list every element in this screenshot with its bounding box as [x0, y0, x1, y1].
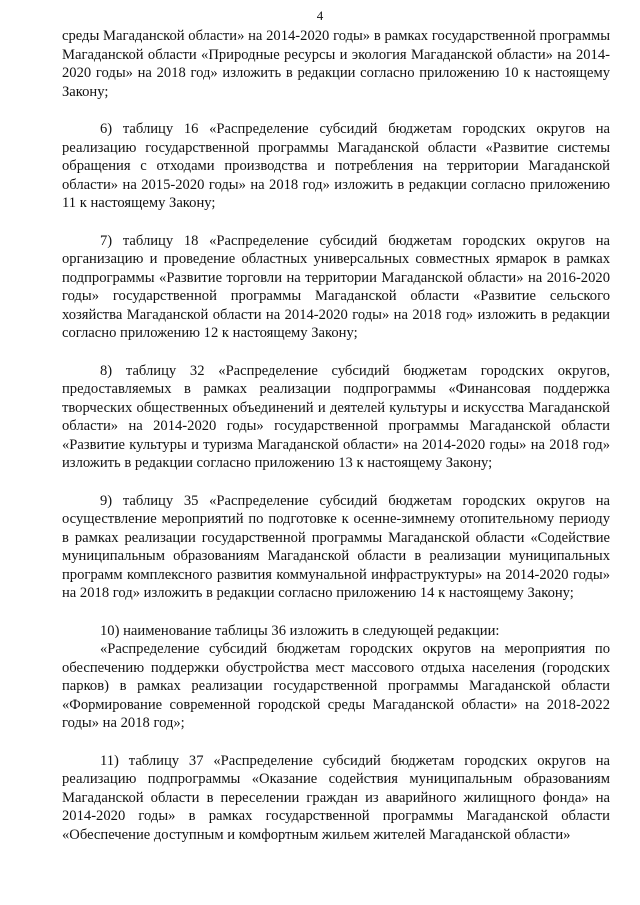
paragraph-item-7: 7) таблицу 18 «Распределение субсидий бюджетам городских округов на организацию и проведение областных универсальных совместных ярмарок в рамках подпрограммы «Развитие торговли на территории Магаданской области» на 2016-2020 годы» государственной программы Магаданской области «Развитие сельского хозяйства Магаданской области на 2014-2020 годы» на 2018 год» изложить в редакции согласно приложению 12 к настоящему Закону; — [62, 232, 610, 341]
document-body — [62, 27, 610, 844]
paragraph-item-11: 11) таблицу 37 «Распределение субсидий бюджетам городских округов на реализацию подпрограммы «Оказание содействия муниципальным образованиям Магаданской области в переселении граждан из аварийного жилищного фонда» на 2014-2020 годы» в рамках государственной программы Магаданской области «Обеспечение доступным и комфортным жильем жителей Магаданской области» — [62, 752, 610, 843]
paragraph-item-8: 8) таблицу 32 «Распределение субсидий бюджетам городских округов, предоставляемых в рамках реализации подпрограммы «Финансовая поддержка творческих общественных объединений и деятелей культуры и искусства Магаданской области» на 2014-2020 годы» государственной программы Магаданской области «Развитие культуры и туризма Магаданской области» на 2014-2020 годы» на 2018 год» изложить в редакции согласно приложению 13 к настоящему Закону; — [62, 362, 610, 471]
paragraph-continuation: среды Магаданской области» на 2014-2020 годы» в рамках государственной программы Магаданской области «Природные ресурсы и экология Магаданской области» на 2014-2020 годы» на 2018 год» изложить в редакции согласно приложению 10 к настоящему Закону; — [62, 28, 610, 100]
paragraph-item-10-quote: «Распределение субсидий бюджетам городских округов на мероприятия по обеспечению поддержки обустройства мест массового отдыха населения (городских парков) в рамках реализации государственной программы Магаданской области «Формирование современной городской среды Магаданской области» на 2018-2022 годы» на 2018 год»; — [62, 641, 610, 731]
paragraph-item-6: 6) таблицу 16 «Распределение субсидий бюджетам городских округов на реализацию государственной программы Магаданской области «Развитие системы обращения с отходами производства и потребления на территории Магаданской области» на 2015-2020 годы» на 2018 год» изложить в редакции согласно приложению 11 к настоящему Закону; — [62, 121, 610, 211]
page-number: 4 — [316, 8, 324, 23]
paragraph-item-9: 9) таблицу 35 «Распределение субсидий бюджетам городских округов на осуществление мероприятий по подготовке к осенне-зимнему отопительному периоду в рамках реализации государственной программы Магаданской области «Содействие муниципальным образованиям Магаданской области в реализации муниципальных программ комплексного развития коммунальной инфраструктуры» на 2014-2020 годы» на 2018 год» изложить в редакции согласно приложению 14 к настоящему Закону; — [62, 492, 610, 601]
paragraph-item-10: 10) наименование таблицы 36 изложить в следующей редакции: — [100, 622, 500, 639]
